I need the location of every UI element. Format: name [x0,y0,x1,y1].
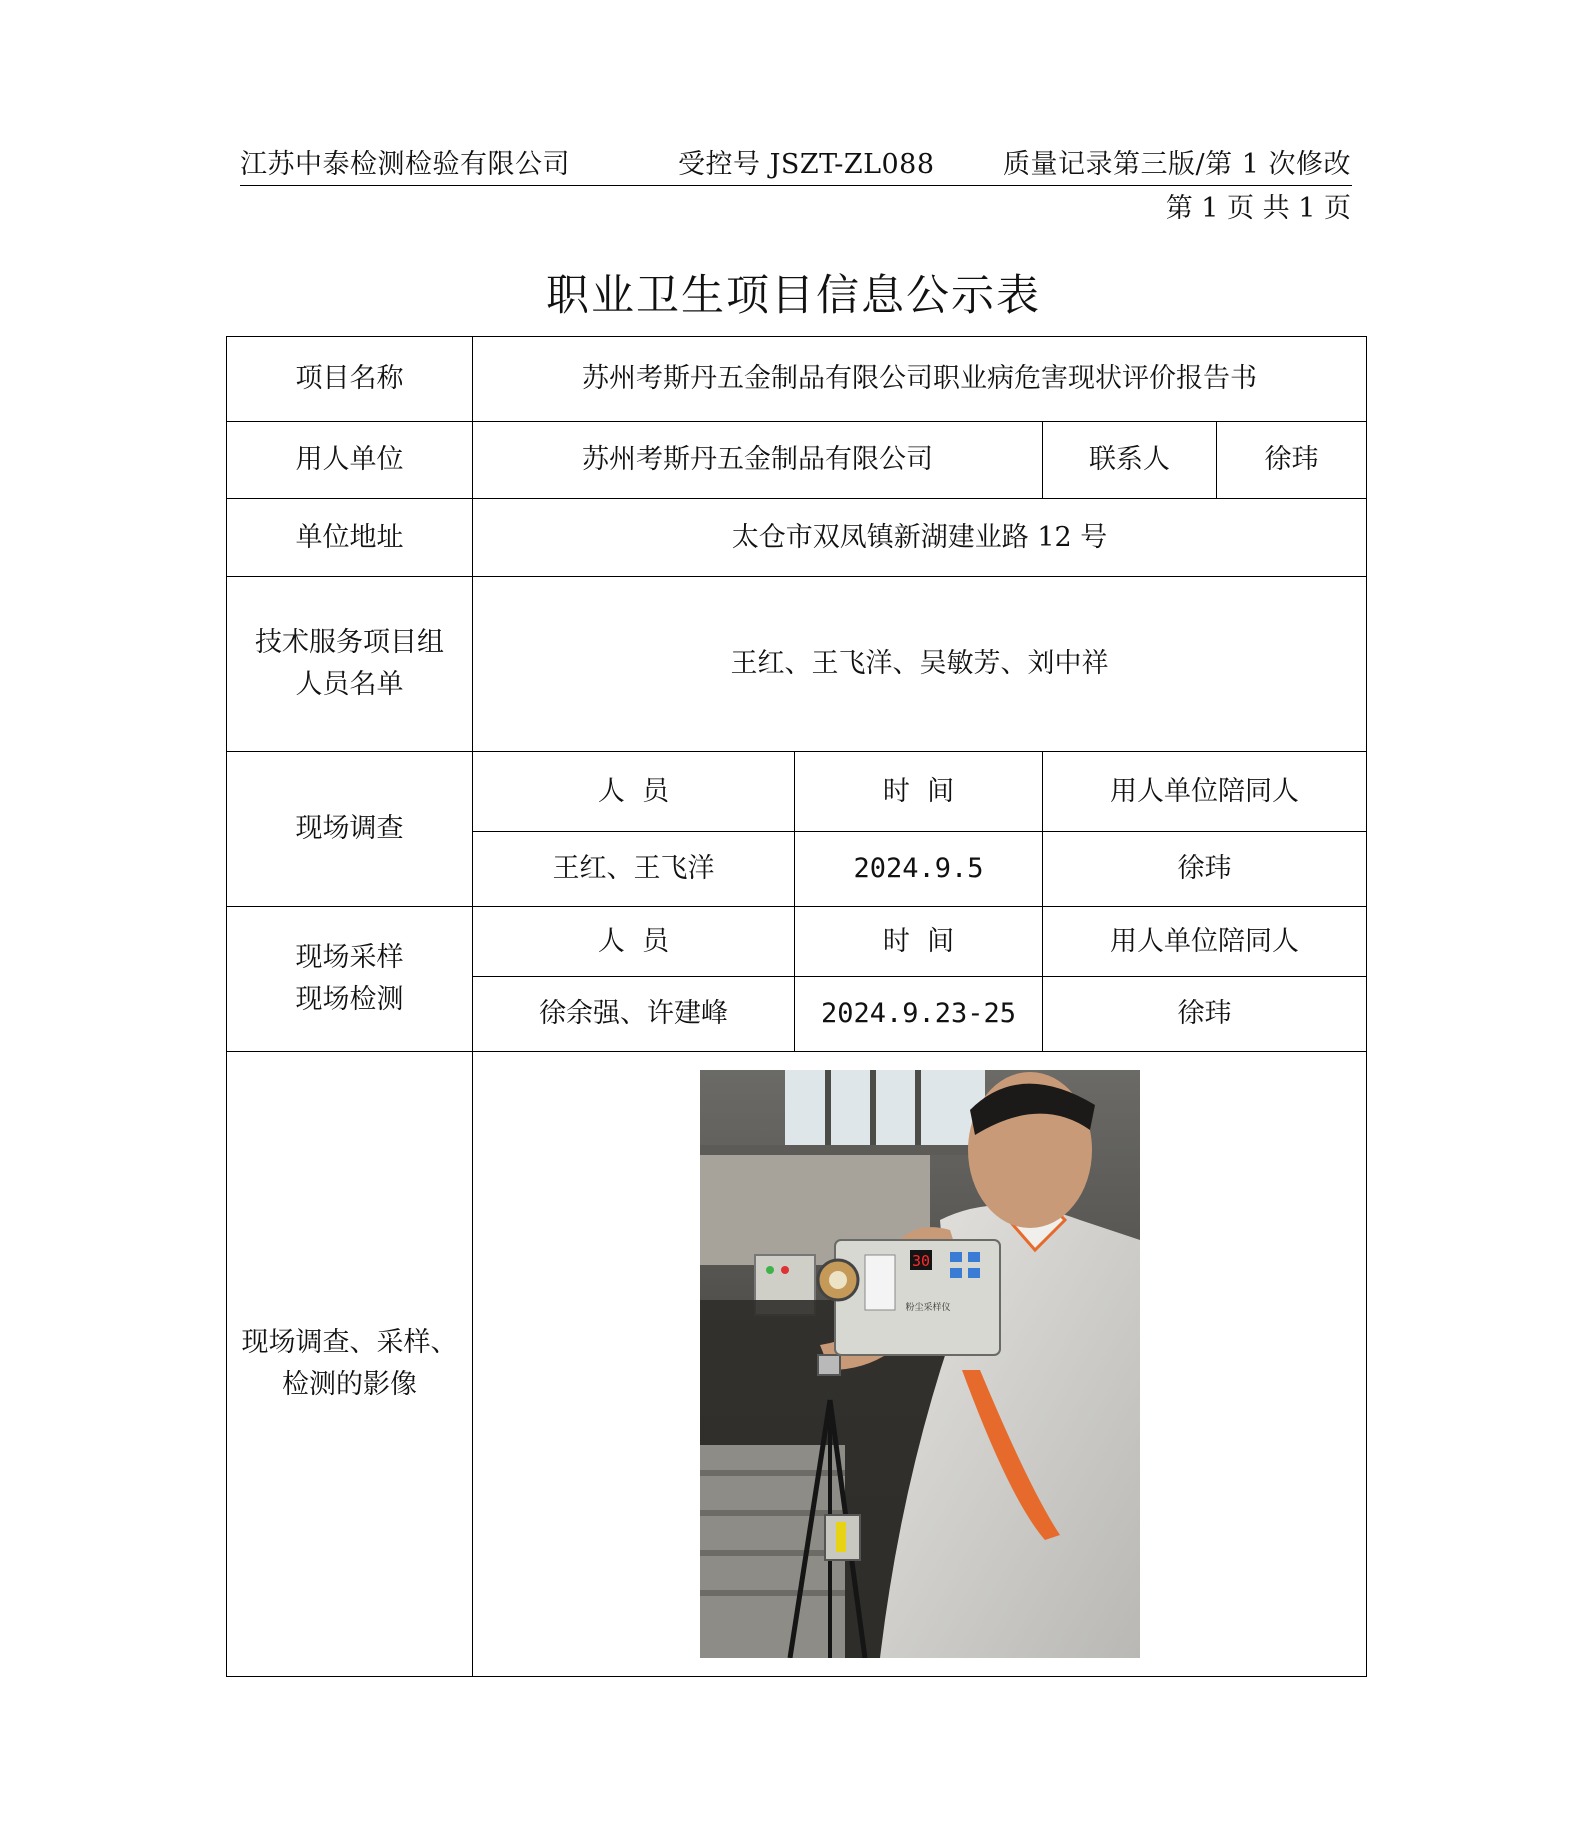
document-title: 职业卫生项目信息公示表 [546,271,1041,321]
sampling-head-time: 时 间 [795,907,1043,977]
sampling-escort: 徐玮 [1043,977,1367,1052]
contact-label: 联系人 [1043,422,1217,499]
sampling-head-escort: 用人单位陪同人 [1043,907,1367,977]
site-sampling-photo [700,1070,1140,1658]
sampling-time: 2024.9.23-25 [795,977,1043,1052]
image-label [227,1052,473,1677]
header-edition: 质量记录第三版/第 1 次修改 [1003,149,1351,180]
image-label-line1: 现场调查、采样、 [241,1327,458,1359]
team-label [227,577,473,752]
survey-head-escort: 用人单位陪同人 [1043,752,1367,832]
survey-escort: 徐玮 [1043,832,1367,907]
address-value: 太仓市双凤镇新湖建业路 12 号 [473,499,1367,577]
row-sampling-header [227,907,1367,977]
survey-head-time: 时 间 [795,752,1043,832]
employer-value: 苏州考斯丹五金制品有限公司 [473,422,1043,499]
row-team [227,577,1367,752]
row-survey-header [227,752,1367,832]
team-value: 王红、王飞洋、吴敏芳、刘中祥 [473,577,1367,752]
project-name-value: 苏州考斯丹五金制品有限公司职业病危害现状评价报告书 [473,337,1367,422]
sampling-label-line1: 现场采样 [295,942,404,974]
header-company: 江苏中泰检测检验有限公司 [240,149,570,180]
team-label-line2: 人员名单 [295,669,404,700]
survey-time: 2024.9.5 [795,832,1043,907]
device-display: 30 [911,1252,930,1270]
survey-personnel: 王红、王飞洋 [473,832,795,907]
header-control-number: 受控号 JSZT-ZL088 [678,149,935,180]
contact-value: 徐玮 [1217,422,1367,499]
row-address [227,499,1367,577]
row-project-name [227,337,1367,422]
image-label-line2: 检测的影像 [282,1369,417,1400]
info-table [226,336,1367,1677]
address-label: 单位地址 [227,499,473,577]
sampling-head-personnel: 人 员 [473,907,795,977]
row-image [227,1052,1367,1677]
sampling-label [227,907,473,1052]
survey-head-personnel: 人 员 [473,752,795,832]
sampling-personnel: 徐余强、许建峰 [473,977,795,1052]
employer-label: 用人单位 [227,422,473,499]
device-label: 粉尘采样仪 [904,1303,951,1313]
page-info: 第 1 页 共 1 页 [1165,193,1351,224]
row-employer [227,422,1367,499]
sampling-label-line2: 现场检测 [295,984,404,1015]
image-cell [473,1052,1367,1677]
survey-label: 现场调查 [227,752,473,907]
team-label-line1: 技术服务项目组 [255,627,444,659]
project-name-label: 项目名称 [227,337,473,422]
